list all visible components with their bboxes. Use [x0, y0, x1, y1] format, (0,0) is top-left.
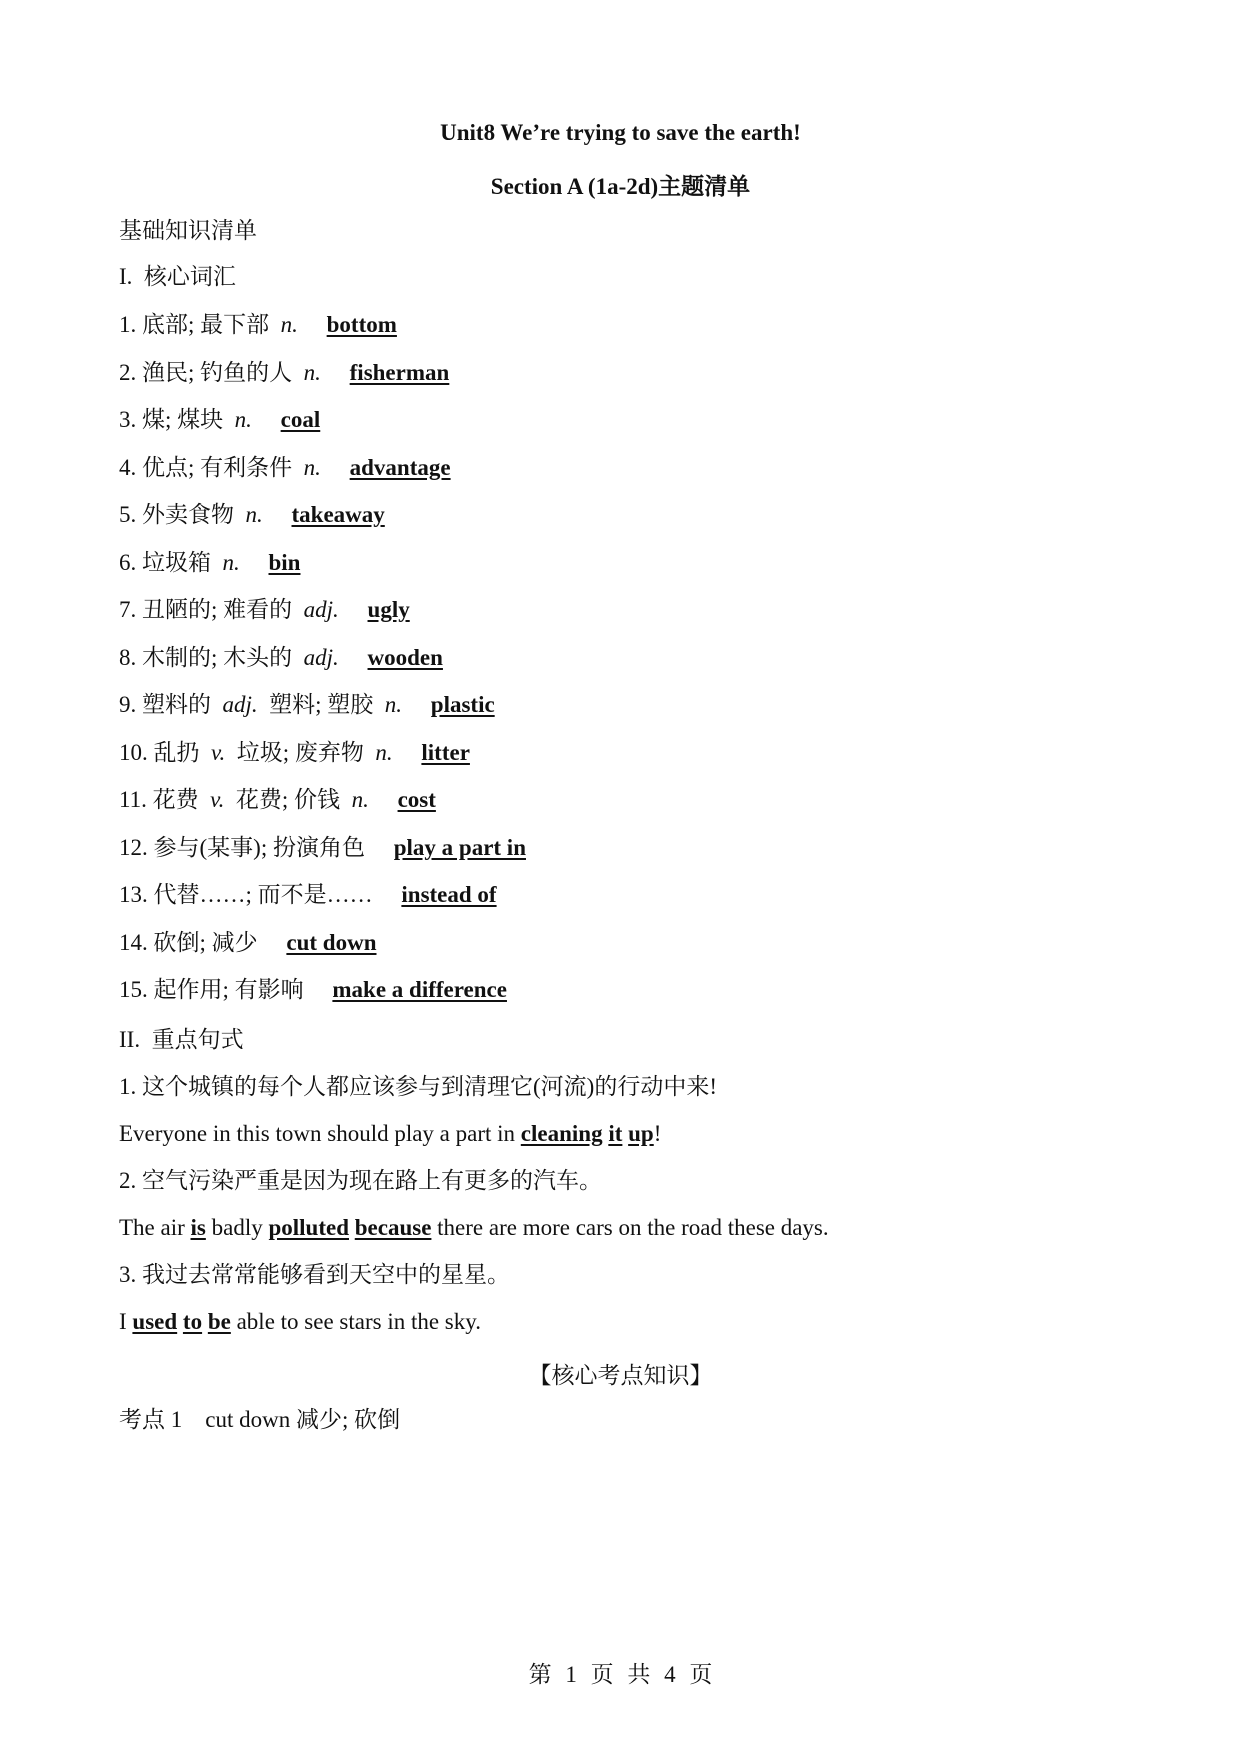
vocab-answer: takeaway [291, 502, 385, 527]
sentence-text: The air [119, 1215, 191, 1240]
vocab-item [119, 453, 451, 483]
vocab-item [119, 405, 320, 435]
vocab-pos: adj. [303, 645, 339, 670]
vocab-answer: coal [280, 407, 321, 432]
vocab-answer: cost [397, 787, 436, 812]
vocab-answer: ugly [367, 597, 410, 622]
vocab-item [119, 500, 385, 530]
vocab-number: 3. [119, 407, 142, 432]
vocab-item [119, 548, 300, 578]
vocab-answer: wooden [367, 645, 443, 670]
vocab-pos: adj. [222, 692, 258, 717]
vocab-number: 4. [119, 455, 142, 480]
sentence-text: badly [205, 1215, 269, 1240]
sentence-english [119, 1213, 829, 1243]
sentence-text: able to see stars in the sky. [230, 1309, 482, 1334]
vocab-number: 7. [119, 597, 142, 622]
vocab-answer: bottom [326, 312, 397, 337]
vocab-number: 11. [119, 787, 153, 812]
page-title: Unit8 We’re trying to save the earth! [440, 120, 801, 145]
vocab-pos: v. [210, 787, 225, 812]
vocab-number: 2. [119, 360, 142, 385]
vocab-answer: litter [421, 740, 470, 765]
vocab-number: 14. [119, 930, 154, 955]
vocab-chinese: 垃圾箱 [142, 550, 211, 575]
sentence-english [119, 1119, 661, 1149]
vocab-chinese: 参与(某事); 扮演角色 [153, 835, 365, 860]
vocab-chinese-2: 塑料; 塑胶 [269, 692, 374, 717]
vocab-chinese-2: 花费; 价钱 [235, 787, 341, 812]
vocab-answer: cut down [286, 930, 377, 955]
vocab-answer: bin [268, 550, 301, 575]
vocab-number: 8. [119, 645, 142, 670]
vocab-item [119, 643, 443, 673]
vocab-number: 13. [119, 882, 154, 907]
vocab-chinese: 砍倒; 减少 [153, 930, 258, 955]
vocab-number: 15. [119, 977, 154, 1002]
vocab-chinese: 丑陋的; 难看的 [142, 597, 293, 622]
vocab-answer: fisherman [349, 360, 450, 385]
vocab-item [119, 358, 449, 388]
core-heading: 【核心考点知识】 [528, 1363, 713, 1388]
sentence-answer: to [182, 1309, 203, 1334]
vocab-number: 9. [119, 692, 142, 717]
vocab-number: 1. [119, 312, 142, 337]
sentence-answer: is [190, 1215, 206, 1240]
vocab-chinese: 煤; 煤块 [142, 407, 224, 432]
vocab-chinese: 底部; 最下部 [142, 312, 270, 337]
vocab-pos: n. [303, 455, 321, 480]
vocab-number: 10. [119, 740, 154, 765]
vocab-answer: instead of [401, 882, 497, 907]
vocab-pos-2: n. [351, 787, 369, 812]
vocab-chinese: 代替……; 而不是…… [153, 882, 373, 907]
vocab-number: 6. [119, 550, 142, 575]
vocab-answer: make a difference [332, 977, 507, 1002]
vocab-number: 12. [119, 835, 154, 860]
sentence-chinese: 2. 空气污染严重是因为现在路上有更多的汽车。 [119, 1168, 602, 1193]
basics-heading: 基础知识清单 [119, 218, 257, 243]
vocab-item [119, 880, 497, 910]
vocab-chinese: 渔民; 钓鱼的人 [142, 360, 293, 385]
sentence-answer: it [608, 1121, 623, 1146]
vocab-item [119, 690, 495, 720]
vocab-answer: advantage [349, 455, 451, 480]
vocab-item [119, 738, 470, 768]
sentence-answer: cleaning [520, 1121, 603, 1146]
vocab-item [119, 833, 526, 863]
vocab-chinese: 塑料的 [142, 692, 211, 717]
vocab-item [119, 975, 507, 1005]
sentence-english [119, 1307, 481, 1337]
vocab-pos: n. [234, 407, 252, 432]
vocab-chinese: 优点; 有利条件 [142, 455, 293, 480]
page-footer: 第 1 页 共 4 页 [528, 1662, 713, 1687]
vocab-pos: n. [280, 312, 298, 337]
vocab-pos-2: n. [375, 740, 393, 765]
sentence-answer: up [628, 1121, 654, 1146]
vocab-answer: plastic [430, 692, 495, 717]
vocab-pos: n. [222, 550, 240, 575]
sentence-answer: polluted [268, 1215, 349, 1240]
vocab-item [119, 785, 436, 815]
sentence-text: ! [653, 1121, 662, 1146]
vocab-item [119, 595, 410, 625]
sentence-answer: used [132, 1309, 178, 1334]
vocab-pos: n. [245, 502, 263, 527]
vocab-pos: n. [303, 360, 321, 385]
vocab-chinese: 乱扔 [153, 740, 200, 765]
sentence-text: there are more cars on the road these days. [431, 1215, 829, 1240]
vocab-answer: play a part in [393, 835, 526, 860]
vocab-pos: v. [211, 740, 226, 765]
sentence-answer: be [207, 1309, 231, 1334]
vocab-chinese: 木制的; 木头的 [142, 645, 293, 670]
vocab-number: 5. [119, 502, 142, 527]
sentence-chinese: 1. 这个城镇的每个人都应该参与到清理它(河流)的行动中来! [119, 1074, 717, 1099]
vocab-item [119, 310, 397, 340]
vocab-chinese-2: 垃圾; 废弃物 [236, 740, 364, 765]
sentences-heading: II. 重点句式 [119, 1027, 244, 1052]
sentence-chinese: 3. 我过去常常能够看到天空中的星星。 [119, 1262, 510, 1287]
vocab-item [119, 928, 377, 958]
sentence-answer: because [354, 1215, 432, 1240]
vocab-pos: adj. [303, 597, 339, 622]
sentence-text: Everyone in this town should play a part in [119, 1121, 521, 1146]
vocab-chinese: 起作用; 有影响 [153, 977, 304, 1002]
vocab-heading: I. 核心词汇 [119, 264, 236, 289]
vocab-chinese: 花费 [152, 787, 199, 812]
core-point-1: 考点 1 cut down 减少; 砍倒 [119, 1407, 401, 1432]
vocab-chinese: 外卖食物 [142, 502, 234, 527]
vocab-pos-2: n. [384, 692, 403, 717]
sentence-text: I [119, 1309, 133, 1334]
section-subtitle: Section A (1a-2d)主题清单 [490, 174, 751, 199]
